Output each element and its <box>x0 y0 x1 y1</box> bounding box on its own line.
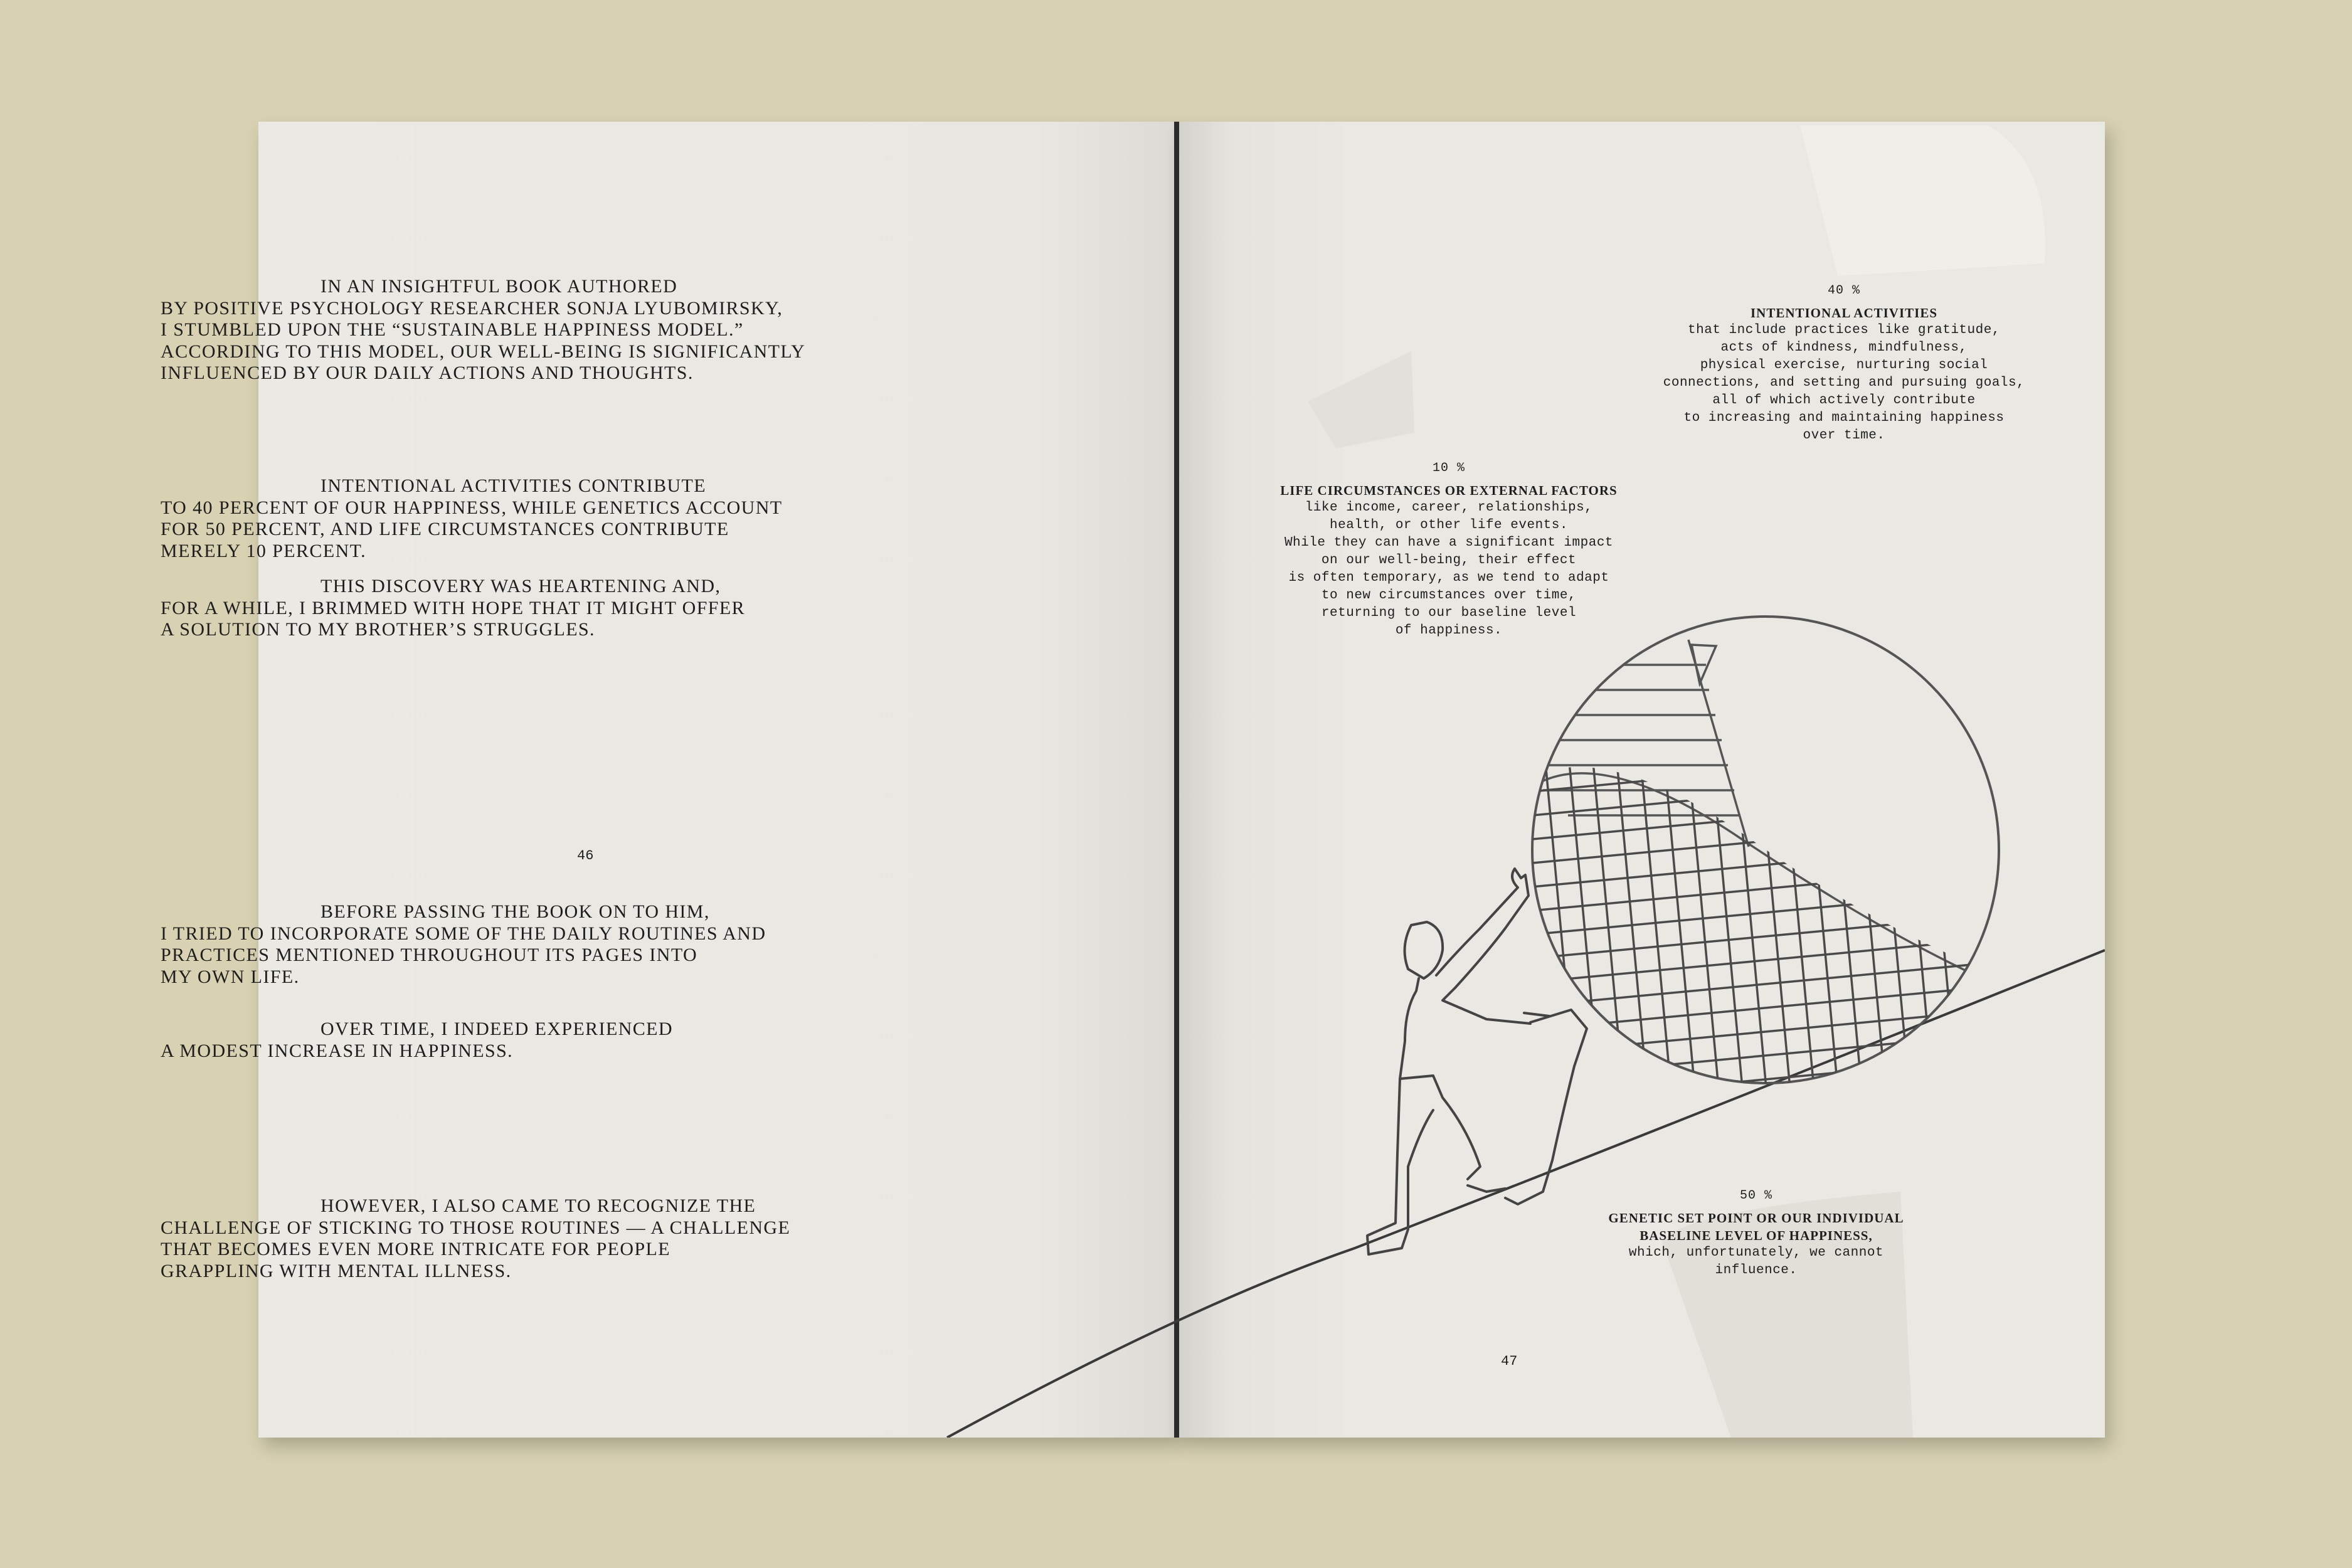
grid-line <box>1923 721 1961 1129</box>
grid-line <box>1505 1030 2038 1080</box>
line: INFLUENCED BY OUR DAILY ACTIONS AND THOUGHTS. <box>161 363 694 383</box>
page-number-right: 47 <box>1501 1353 1518 1369</box>
line: INTENTIONAL ACTIVITIES CONTRIBUTE <box>320 475 706 496</box>
paragraph-1 <box>161 276 806 384</box>
note-title-line: BASELINE LEVEL OF HAPPINESS, <box>1640 1228 1873 1243</box>
note-line: on our well-being, their effect <box>1321 553 1577 568</box>
note-body <box>1643 322 2045 445</box>
note-line: physical exercise, nurturing social <box>1700 358 1988 373</box>
note-line: that include practices like gratitude, <box>1688 323 2000 337</box>
grid-line <box>1708 721 1746 1129</box>
note-percent: 40 % <box>1827 283 1860 298</box>
note-percent: 10 % <box>1432 461 1465 475</box>
line: FOR 50 PERCENT, AND LIFE CIRCUMSTANCES CONTRIBUTE <box>161 519 729 539</box>
paragraph-3 <box>161 576 788 641</box>
line: I TRIED TO INCORPORATE SOME OF THE DAILY ROUTINES AND <box>161 923 766 944</box>
line: THIS DISCOVERY WAS HEARTENING AND, <box>320 576 721 596</box>
climbing-figure <box>1367 869 1587 1254</box>
grid-line <box>2018 721 2056 1129</box>
note-intentional-activities <box>1643 283 2045 445</box>
note-title: INTENTIONAL ACTIVITIES <box>1750 305 1937 320</box>
note-line: all of which actively contribute <box>1712 393 1976 408</box>
grid-line <box>1947 721 1984 1129</box>
note-percent: 50 % <box>1739 1189 1772 1203</box>
paragraph-5 <box>161 1019 788 1062</box>
note-line: of happiness. <box>1395 623 1503 638</box>
note-genetic-set-point <box>1568 1189 1944 1279</box>
line: TO 40 PERCENT OF OUR HAPPINESS, WHILE GENETICS ACCOUNT <box>161 497 783 518</box>
grid-line <box>1899 721 1937 1129</box>
grid-line <box>1505 863 2038 913</box>
grid-line <box>1505 1101 2038 1152</box>
grid-line <box>1505 720 2038 770</box>
line: IN AN INSIGHTFUL BOOK AUTHORED <box>320 276 678 297</box>
faint-hatch-shape <box>1308 351 1414 448</box>
note-line: connections, and setting and pursuing goals, <box>1663 376 2025 390</box>
line: A MODEST INCREASE IN HAPPINESS. <box>161 1040 514 1061</box>
grid-line <box>1565 721 1603 1129</box>
grid-line <box>1505 744 2038 794</box>
note-line: is often temporary, as we tend to adapt <box>1288 571 1609 585</box>
grid-line <box>1505 1054 2038 1104</box>
page-number-left: 46 <box>577 848 594 864</box>
note-title-line: GENETIC SET POINT OR OUR INDIVIDUAL <box>1608 1210 1904 1226</box>
note-line: which, unfortunately, we cannot <box>1628 1246 1884 1260</box>
note-line: over time. <box>1803 428 1885 443</box>
grid-line <box>1780 721 1818 1129</box>
line: MY OWN LIFE. <box>161 966 300 987</box>
grid-line <box>1505 768 2038 818</box>
note-line: While they can have a significant impact <box>1284 536 1614 550</box>
note-title: LIFE CIRCUMSTANCES OR EXTERNAL FACTORS <box>1280 483 1618 498</box>
line: CHALLENGE OF STICKING TO THOSE ROUTINES — A CHALLENGE <box>161 1217 791 1238</box>
line: BEFORE PASSING THE BOOK ON TO HIM, <box>320 901 710 922</box>
line: ACCORDING TO THIS MODEL, OUR WELL-BEING IS SIGNIFICANTLY <box>161 341 806 362</box>
note-line: to new circumstances over time, <box>1321 588 1577 603</box>
line: THAT BECOMES EVEN MORE INTRICATE FOR PEOPLE <box>161 1239 671 1259</box>
line: I STUMBLED UPON THE “SUSTAINABLE HAPPINESS MODEL.” <box>161 319 744 340</box>
grid-line <box>1505 958 2038 1009</box>
note-line: to increasing and maintaining happiness <box>1683 411 2005 425</box>
line: A SOLUTION TO MY BROTHER’S STRUGGLES. <box>161 619 595 640</box>
line: MERELY 10 PERCENT. <box>161 540 367 561</box>
note-title <box>1568 1209 1944 1244</box>
paragraph-2 <box>161 475 788 562</box>
line: BY POSITIVE PSYCHOLOGY RESEARCHER SONJA LYUBOMIRSKY, <box>161 297 783 319</box>
grid-line <box>1518 721 1555 1129</box>
line: PRACTICES MENTIONED THROUGHOUT ITS PAGES INTO <box>161 945 698 965</box>
line: HOWEVER, I ALSO CAME TO RECOGNIZE THE <box>320 1195 756 1216</box>
note-line: returning to our baseline level <box>1321 606 1577 620</box>
note-body <box>1279 499 1618 640</box>
grid-line <box>1756 721 1794 1129</box>
line: FOR A WHILE, I BRIMMED WITH HOPE THAT IT MIGHT OFFER <box>161 597 746 618</box>
line: OVER TIME, I INDEED EXPERIENCED <box>320 1019 673 1039</box>
note-line: acts of kindness, mindfulness, <box>1720 341 1968 355</box>
line: GRAPPLING WITH MENTAL ILLNESS. <box>161 1260 512 1281</box>
note-line: influence. <box>1715 1263 1798 1278</box>
grid-line <box>1994 721 2032 1129</box>
note-body <box>1568 1244 1944 1279</box>
paragraph-6 <box>161 1195 791 1282</box>
note-line: health, or other life events. <box>1330 518 1568 532</box>
paragraph-4 <box>161 901 788 988</box>
grid-line <box>1685 721 1722 1129</box>
note-life-circumstances <box>1279 461 1618 640</box>
grid-line <box>1505 792 2038 842</box>
grid-line <box>1732 721 1770 1129</box>
note-line: like income, career, relationships, <box>1305 501 1593 515</box>
